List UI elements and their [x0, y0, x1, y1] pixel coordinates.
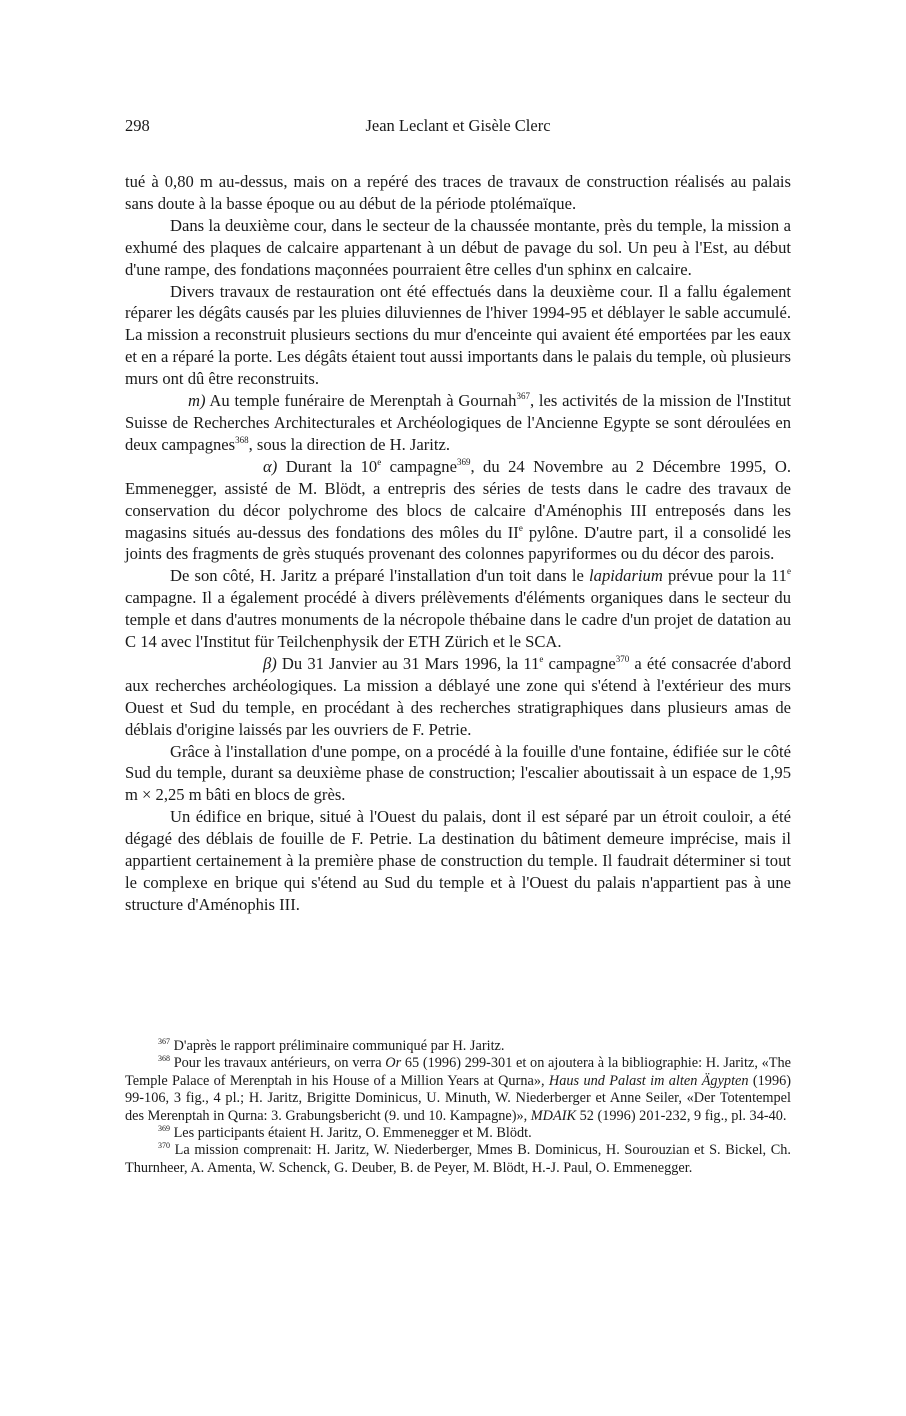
paragraph: tué à 0,80 m au-dessus, mais on a repéré des traces de travaux de construction réalisés au palais sans doute à la basse époque ou au début de la période ptolémaïque.: [125, 172, 791, 213]
footnote-text: Les participants étaient H. Jaritz, O. Emmenegger et M. Blödt.: [170, 1125, 532, 1142]
footnote-ref[interactable]: 368: [235, 434, 249, 445]
footnote-368: [125, 1055, 791, 1125]
footnotes: [125, 1038, 791, 1177]
section-marker: β): [263, 653, 277, 673]
text-run: Au temple funéraire de Merenptah à Gournah: [205, 391, 517, 411]
footnote-number: 369: [158, 1124, 170, 1134]
footnote-367: [125, 1038, 791, 1055]
paragraph: [125, 565, 791, 653]
journal-title: MDAIK: [530, 1107, 577, 1124]
text-run: Durant la 10: [277, 456, 378, 476]
paragraph: Dans la deuxième cour, dans le secteur de la chaussée montante, près du temple, la mission a exhumé des plaques de calcaire appartenant à un début de pavage du sol. Un peu à l'Est, au début d'une rampe, des fondations maçonnées pourraient être celles d'un sphinx en calcaire.: [125, 215, 791, 279]
ordinal-suffix: e: [786, 566, 791, 577]
section-marker: m): [188, 391, 206, 411]
book-title: Haus und Palast im alten Ägypten: [548, 1072, 749, 1089]
footnote-text: D'après le rapport préliminaire communiqué par H. Jaritz.: [170, 1038, 505, 1054]
footnote-number: 370: [158, 1141, 170, 1151]
footnote-text: (1996) 99-106, 3 fig., 4 pl.; H. Jaritz, Brigitte Dominicus, U. Minuth, W. Niederberger et Anne Seiler, «Der Totentempel des Merenptah in Qurna: 3. Grabungsbericht (9. und 10. Kampagne)»,: [125, 1072, 792, 1124]
paragraph: Grâce à l'installation d'une pompe, on a procédé à la fouille d'une fontaine, édifiée sur le côté Sud du temple, durant sa deuxième phase de construction; l'escalier aboutissait à un espace de 1,95 m × 2,25 m bâti en blocs de grès.: [125, 741, 791, 805]
paragraph-section-m: [125, 390, 791, 456]
footnote-ref[interactable]: 369: [456, 456, 471, 467]
ordinal-suffix: e: [377, 456, 382, 467]
text-run: campagne: [381, 456, 457, 476]
main-text: [125, 171, 791, 916]
footnote-number: 368: [158, 1054, 170, 1064]
text-run: , les activités de la mission de l'Institut Suisse de Recherches Architecturales et Archéologiques de l'Ancienne Egypte se sont déroulées en deux campagnes: [125, 391, 792, 454]
text-run: De son côté, H. Jaritz a préparé l'installation d'un toit dans le: [170, 566, 590, 586]
text-run: prévue pour la 11: [662, 566, 787, 586]
page-number: 298: [125, 116, 150, 135]
running-head-authors: Jean Leclant et Gisèle Clerc: [365, 116, 551, 135]
ordinal-suffix: e: [539, 653, 544, 664]
footnote-370: [125, 1142, 791, 1177]
paragraph: Divers travaux de restauration ont été effectués dans la deuxième cour. Il a fallu également réparer les dégâts causés par les pluies diluviennes de l'hiver 1994-95 et déblayer le sable accumulé. La mission a reconstruit plusieurs sections du mur d'enceinte qui avaient été emportées par les eaux et en a réparé la porte. Les dégâts étaient tout aussi importants dans le palais du temple, où plusieurs murs ont dû être reconstruits.: [125, 281, 791, 389]
footnote-ref[interactable]: 367: [516, 391, 530, 402]
paragraph-section-beta: [125, 653, 791, 741]
running-head: [125, 116, 791, 140]
text-run: pylône. D'autre part, il a consolidé les joints des fragments de grès stuqués provenant des colonnes papyriformes ou du décor des parois.: [125, 522, 791, 564]
section-marker: α): [263, 456, 278, 476]
text-run: campagne: [543, 653, 616, 673]
journal-title: Or: [385, 1055, 402, 1072]
footnote-text: Pour les travaux antérieurs, on verra: [170, 1055, 386, 1072]
footnote-text: La mission comprenait: H. Jaritz, W. Niederberger, Mmes B. Dominicus, H. Sourouzian et S. Bickel, Ch. Thurnheer, A. Amenta, W. Schenck, G. Deuber, B. de Peyer, M. Blödt, H.-J. Paul, O. Emmenegger.: [125, 1142, 791, 1176]
paragraph-section-alpha: [125, 456, 791, 566]
italic-term: lapidarium: [589, 566, 663, 586]
ordinal-suffix: e: [518, 522, 523, 533]
text-run: a été consacrée d'abord aux recherches archéologiques. La mission a déblayé une zone qui s'étend à l'extérieur des murs Ouest et Sud du temple, en procédant à des recherches stratigraphiques dans plusieurs amas de déblais d'origine laissés par les ouvriers de F. Petrie.: [125, 653, 791, 739]
text-run: campagne. Il a également procédé à divers prélèvements d'éléments organiques dans le secteur du temple et dans d'autres monuments de la nécropole thébaine dans le cadre d'un projet de datation au C 14 avec l'Institut für Teilchenphysik der ETH Zürich et le SCA.: [125, 588, 791, 652]
text-run: Du 31 Janvier au 31 Mars 1996, la 11: [276, 653, 540, 673]
footnote-number: 367: [158, 1037, 170, 1046]
footnote-text: 65 (1996) 299-301 et on ajoutera à la bibliographie: H. Jaritz, «The Temple Palace of Merenptah in his House of a Million Years at Qurna»,: [125, 1055, 791, 1089]
text-run: , sous la direction de H. Jaritz.: [248, 434, 451, 454]
footnote-text: 52 (1996) 201-232, 9 fig., pl. 34-40.: [576, 1107, 787, 1124]
footnote-369: [125, 1125, 791, 1142]
footnote-ref[interactable]: 370: [615, 653, 630, 664]
text-run: , du 24 Novembre au 2 Décembre 1995, O. Emmenegger, assisté de M. Blödt, a entrepris des séries de tests dans le cadre des travaux de conservation du décor polychrome des blocs de calcaire d'Aménophis III entreposés dans les magasins situés au-dessus des fondations des môles du II: [125, 456, 791, 542]
paragraph: Un édifice en brique, situé à l'Ouest du palais, dont il est séparé par un étroit couloir, a été dégagé des déblais de fouille de F. Petrie. La destination du bâtiment demeure imprécise, mais il appartient certainement à la première phase de construction du temple. Il faudrait déterminer si tout le complexe en brique qui s'étend au Sud du temple et à l'Ouest du palais n'appartient pas à une structure d'Aménophis III.: [125, 807, 791, 914]
